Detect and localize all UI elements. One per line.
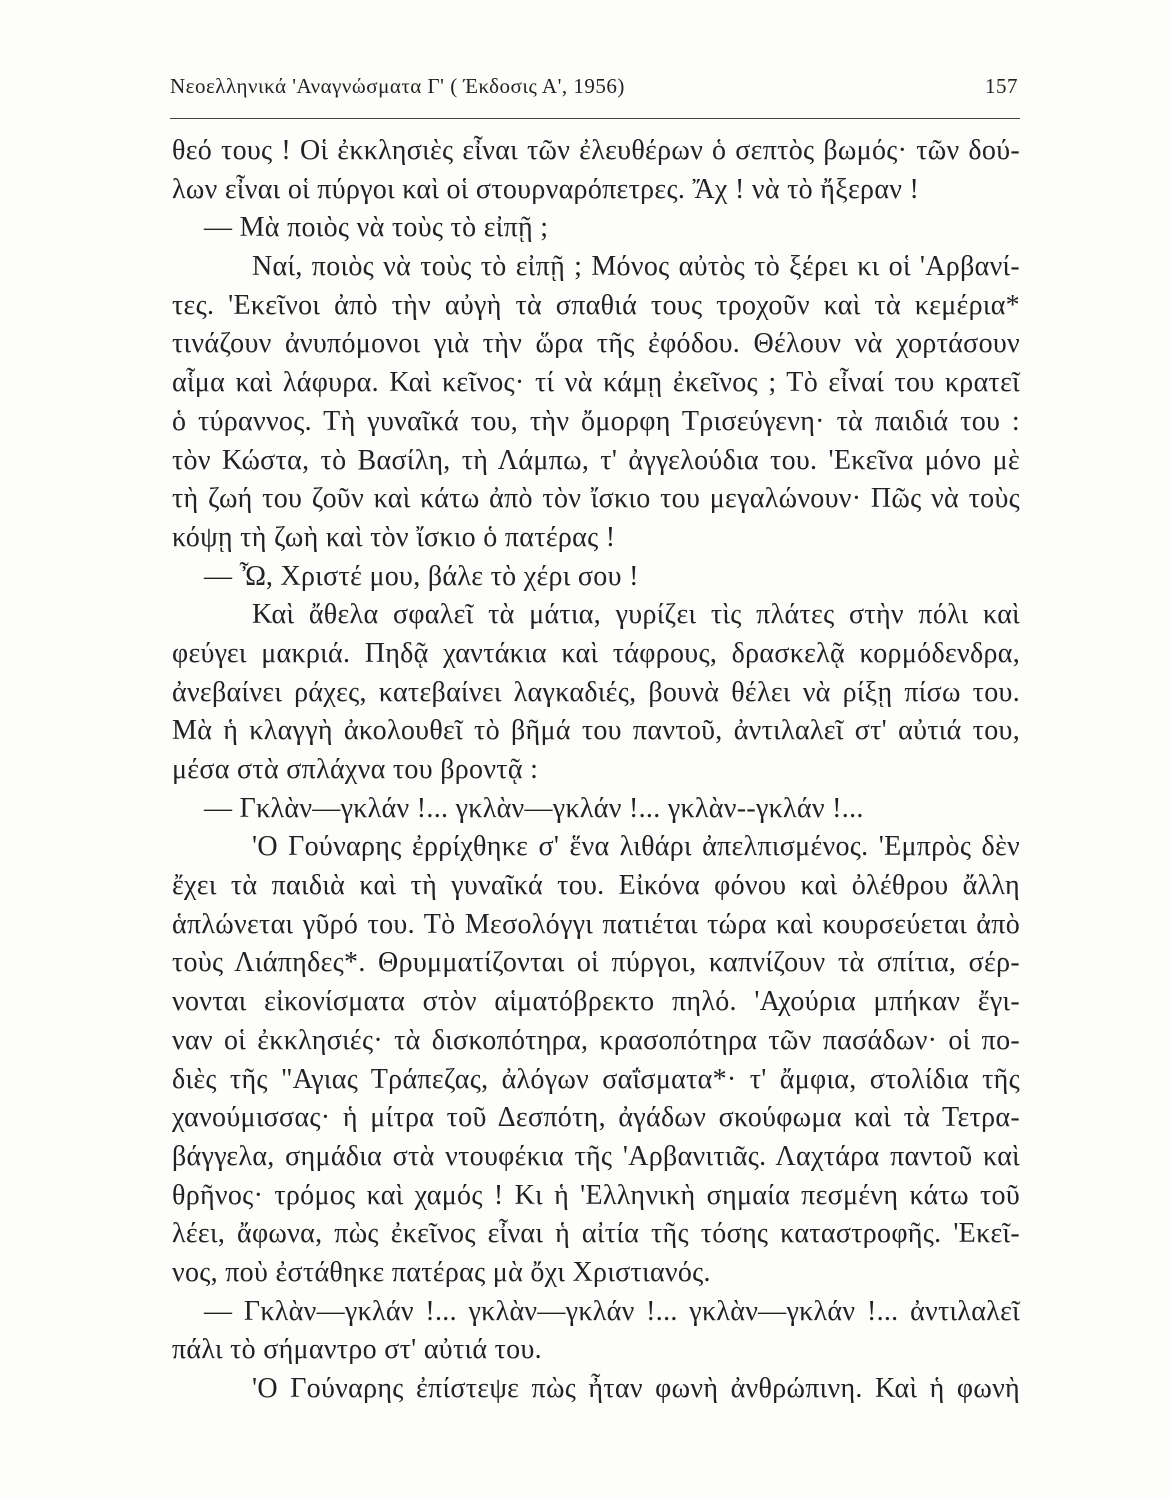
text-line: τινάζουν ἀνυπόμονοι γιὰ τὴν ὥρα τῆς ἐφόδου. Θέλουν νὰ χορτάσουν <box>172 328 1020 360</box>
text-line: ἁπλώνεται γῦρό του. Τὸ Μεσολόγγι πατιέται τώρα καὶ κουρσεύεται ἀπὸ <box>172 908 1020 940</box>
text-line: Μὰ ἡ κλαγγὴ ἀκολουθεῖ τὸ βῆμά του παντοῦ, ἀντιλαλεῖ στ' αὐτιά του, <box>172 715 1020 747</box>
text-line: μέσα στὰ σπλάχνα του βροντᾷ : <box>172 754 539 785</box>
text-line: κόψῃ τὴ ζωὴ καὶ τὸν ἴσκιο ὁ πατέρας ! <box>172 521 616 553</box>
paragraph-start-line: 'Ο Γούναρης ἐρρίχθηκε σ' ἕνα λιθάρι ἀπελπισμένος. 'Εμπρὸς δὲν <box>252 831 1020 863</box>
text-line: φεύγει μακριά. Πηδᾷ χαντάκια καὶ τάφρους, δρασκελᾷ κορμόδενδρα, <box>172 637 1020 669</box>
text-line: βάγγελα, σημάδια στὰ ντουφέκια τῆς 'Αρβανιτιᾶς. Λαχτάρα παντοῦ καὶ <box>172 1140 1020 1172</box>
page-number: 157 <box>985 74 1018 98</box>
text-line: ναν οἱ ἐκκλησιές· τὰ δισκοπότηρα, κρασοπότηρα τῶν πασάδων· οἱ πο- <box>172 1024 1020 1056</box>
body-text <box>172 132 1020 1409</box>
text-line: αἷμα καὶ λάφυρα. Καὶ κεῖνος· τί νὰ κάμῃ ἐκεῖνος ; Τὸ εἶναί του κρατεῖ <box>172 367 1020 399</box>
paragraph-start-line: 'Ο Γούναρης ἐπίστεψε πὼς ἦταν φωνὴ ἀνθρώπινη. Καὶ ἡ φωνὴ <box>252 1373 1020 1404</box>
text-line: λέει, ἄφωνα, πὼς ἐκεῖνος εἶναι ἡ αἰτία τῆς τόσης καταστροφῆς. 'Εκεῖ- <box>172 1218 1020 1250</box>
paragraph-start-line: Ναί, ποιὸς νὰ τοὺς τὸ εἰπῇ ; Μόνος αὐτὸς τὸ ξέρει κι οἱ 'Αρβανί- <box>252 251 1020 283</box>
text-line: νονται εἰκονίσματα στὸν αἱματόβρεκτο πηλό. 'Αχούρια μπήκαν ἔγι- <box>172 986 1020 1018</box>
dialogue-line: — Γκλὰν—γκλάν !... γκλὰν—γκλάν !... γκλὰν—γκλάν !... ἀντιλαλεῖ <box>204 1295 1020 1327</box>
dialogue-line: — Γκλὰν—γκλάν !... γκλὰν—γκλάν !... γκλὰν--γκλάν !... <box>204 792 864 824</box>
text-line: τες. 'Εκεῖνοι ἀπὸ τὴν αὐγὴ τὰ σπαθιά τους τροχοῦν καὶ τὰ κεμέρια* <box>172 289 1020 321</box>
text-line: θρῆνος· τρόμος καὶ χαμός ! Κι ἡ 'Ελληνικὴ σημαία πεσμένη κάτω τοῦ <box>172 1179 1020 1211</box>
running-head-title: Νεοελληνικά 'Αναγνώσματα Γ' ( Έκδοσις Α', 1956) <box>170 74 625 98</box>
text-line: τὴ ζωή του ζοῦν καὶ κάτω ἀπὸ τὸν ἴσκιο του μεγαλώνουν· Πῶς νὰ τοὺς <box>172 483 1020 515</box>
dialogue-line: — Μὰ ποιὸς νὰ τοὺς τὸ εἰπῇ ; <box>204 212 549 244</box>
running-head <box>170 74 1020 104</box>
paragraph-start-line: Καὶ ἄθελα σφαλεῖ τὰ μάτια, γυρίζει τὶς πλάτες στὴν πόλι καὶ <box>252 599 1020 631</box>
text-line: χανούμισσας· ἡ μίτρα τοῦ Δεσπότη, ἀγάδων σκούφωμα καὶ τὰ Τετρα- <box>172 1102 1020 1134</box>
header-rule <box>170 118 1020 119</box>
text-line: πάλι τὸ σήμαντρο στ' αὐτιά του. <box>172 1334 542 1366</box>
text-line: ἀνεβαίνει ράχες, κατεβαίνει λαγκαδιές, βουνὰ θέλει νὰ ρίξῃ πίσω του. <box>172 676 1020 708</box>
text-line: νος, ποὺ ἐστάθηκε πατέρας μὰ ὄχι Χριστιανός. <box>172 1256 711 1288</box>
text-line: ἔχει τὰ παιδιὰ καὶ τὴ γυναῖκά του. Εἰκόνα φόνου καὶ ὀλέθρου ἄλλη <box>172 870 1020 902</box>
dialogue-line: — Ὦ, Χριστέ μου, βάλε τὸ χέρι σου ! <box>204 560 639 592</box>
text-line: λων εἶναι οἱ πύργοι καὶ οἱ στουρναρόπετρες. Ἄχ ! νὰ τὸ ἤξεραν ! <box>172 173 920 205</box>
text-line: ὁ τύραννος. Τὴ γυναῖκά του, τὴν ὄμορφη Τρισεύγενη· τὰ παιδιά του : <box>172 405 1020 437</box>
text-line: διὲς τῆς "Αγιας Τράπεζας, ἀλόγων σαΐσματα*· τ' ἄμφια, στολίδια τῆς <box>172 1063 1020 1095</box>
text-line: τὸν Κώστα, τὸ Βασίλη, τὴ Λάμπω, τ' ἀγγελούδια του. 'Εκεῖνα μόνο μὲ <box>172 444 1020 476</box>
text-line: θεό τους ! Οἱ ἐκκλησιὲς εἶναι τῶν ἐλευθέρων ὁ σεπτὸς βωμός· τῶν δού- <box>172 135 1020 166</box>
text-line: τοὺς Λιάπηδες*. Θρυμματίζονται οἱ πύργοι, καπνίζουν τὰ σπίτια, σέρ- <box>172 947 1020 979</box>
